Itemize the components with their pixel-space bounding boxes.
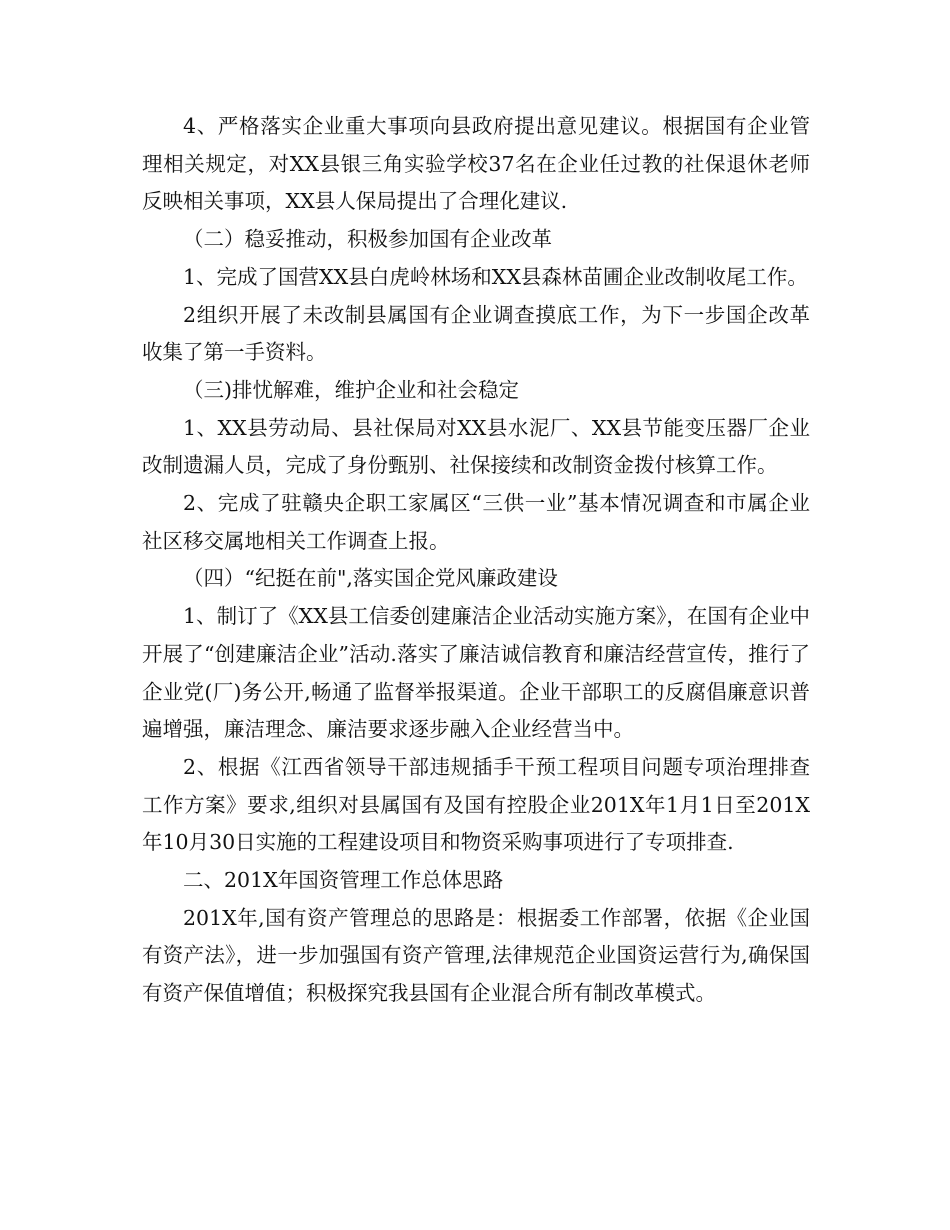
paragraph-overall-approach: 201X年,国有资产管理总的思路是：根据委工作部署，依据《企业国有资产法》，进一步加强国有资产管理,法律规范企业国资运营行为,确保国有资产保值增值；积极探究我县国有企业混合所有制改革模式。 xyxy=(142,905,810,1006)
document-page xyxy=(142,108,810,1013)
paragraph-2-2: 2组织开展了未改制县属国有企业调查摸底工作，为下一步国企改革收集了第一手资料。 xyxy=(142,302,810,365)
paragraph-3-2: 2、完成了驻赣央企职工家属区“三供一业”基本情况调查和市属企业社区移交属地相关工作调查上报。 xyxy=(142,491,810,553)
paragraph-3-1: 1、XX县劳动局、县社保局对XX县水泥厂、XX县节能变压器厂企业改制遗漏人员，完成了身份甄别、社保接续和改制资金拨付核算工作。 xyxy=(142,415,810,478)
chapter-heading-2: 二、201X年国资管理工作总体思路 xyxy=(183,868,504,893)
paragraph-item-4: 4、严格落实企业重大事项向县政府提出意见建议。根据国有企业管理相关规定，对XX县银三角实验学校37名在企业任过教的社保退休老师反映相关事项，XX县人保局提出了合理化建议. xyxy=(142,114,810,214)
section-heading-2: （二）稳妥推动，积极参加国有企业改革 xyxy=(183,227,552,252)
section-heading-4: （四）“纪挺在前",落实国企党风廉政建设 xyxy=(183,566,558,591)
paragraph-2-1: 1、完成了国营XX县白虎岭林场和XX县森林苗圃企业改制收尾工作。 xyxy=(183,264,808,289)
paragraph-4-1: 1、制订了《XX县工信委创建廉洁企业活动实施方案》，在国有企业中开展了“创建廉洁企业”活动.落实了廉洁诚信教育和廉洁经营宣传，推行了企业党(厂)务公开,畅通了监督举报渠道。企业干部职工的反腐倡廉意识普遍增强，廉洁理念、廉洁要求逐步融入企业经营当中。 xyxy=(142,604,810,742)
paragraph-4-2: 2、根据《江西省领导干部违规插手干预工程项目问题专项治理排查工作方案》要求,组织对县属国有及国有控股企业201X年1月1日至201X年10月30日实施的工程建设项目和物资采购事项进行了专项排查. xyxy=(142,754,810,855)
section-heading-3: （三)排忧解难，维护企业和社会稳定 xyxy=(183,377,519,402)
